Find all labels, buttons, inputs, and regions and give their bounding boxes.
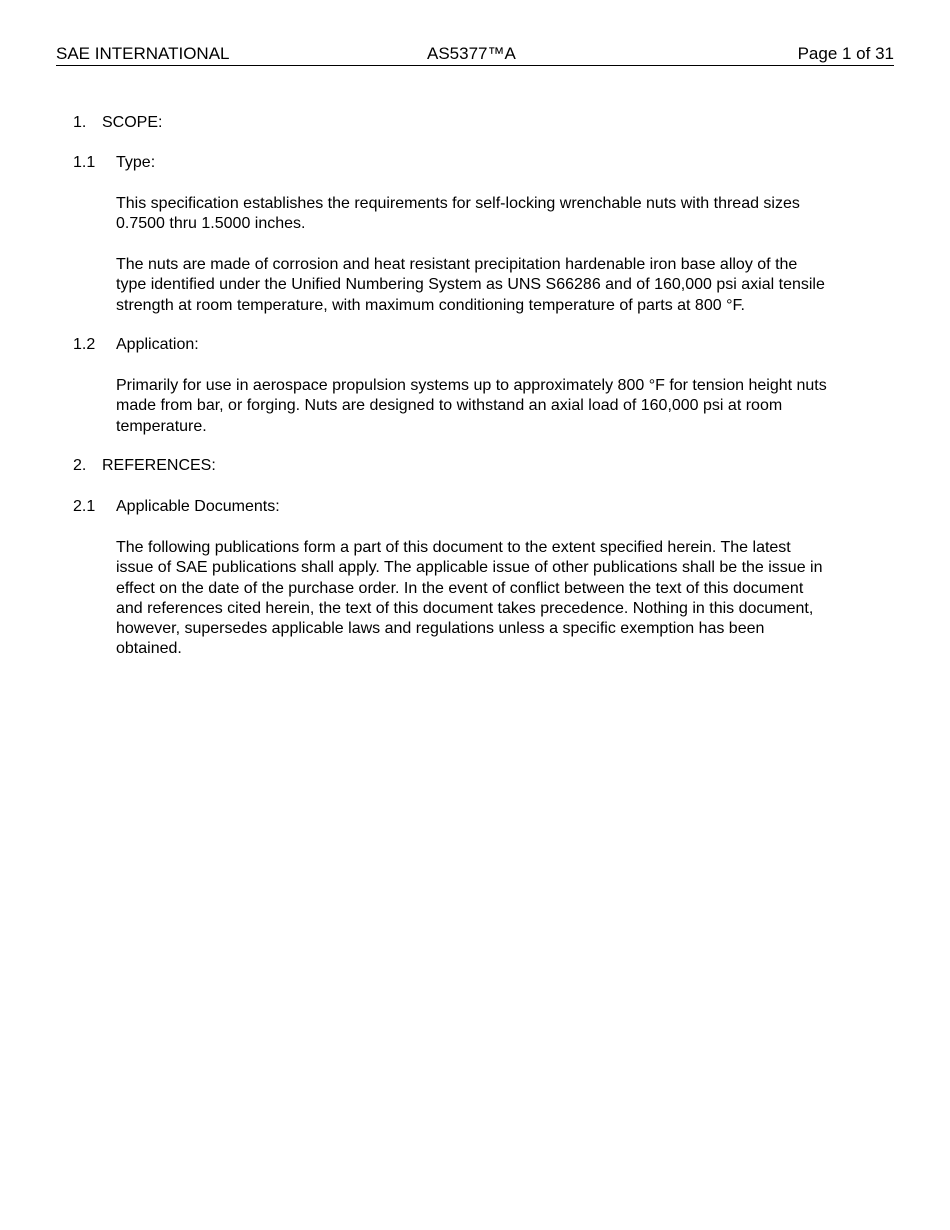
section-2-1-title: Applicable Documents:	[116, 498, 280, 515]
paragraph-line: The nuts are made of corrosion and heat resistant precipitation hardenable iron base alloy of the	[116, 256, 798, 273]
section-1-1-title: Type:	[116, 154, 156, 171]
section-1-1-paragraph-1	[116, 194, 868, 235]
paragraph-line: strength at room temperature, with maximum conditioning temperature of parts at 800 °F.	[116, 296, 745, 314]
paragraph-line: effect on the date of the purchase order. In the event of conflict between the text of this document	[116, 579, 804, 597]
section-1-1-number: 1.1	[73, 154, 96, 171]
paragraph-line: temperature.	[116, 417, 207, 435]
paragraph-line: This specification establishes the requirements for self-locking wrenchable nuts with thread sizes	[116, 195, 800, 212]
paragraph-line: and references cited herein, the text of this document takes precedence. Nothing in this document,	[116, 599, 814, 617]
section-2-1-paragraph-1	[116, 538, 868, 660]
section-1-2-title: Application:	[116, 336, 199, 353]
header-document-number: AS5377™A	[427, 44, 516, 63]
section-2-title: REFERENCES:	[102, 457, 216, 474]
section-1-2-number: 1.2	[73, 336, 96, 353]
section-1-title: SCOPE:	[102, 114, 163, 131]
paragraph-line: however, supersedes applicable laws and regulations unless a specific exemption has been	[116, 620, 765, 638]
header-page-info: Page 1 of 31	[797, 44, 894, 63]
paragraph-line: obtained.	[116, 640, 182, 658]
section-1-2-paragraph-1	[116, 376, 868, 437]
paragraph-line: made from bar, or forging. Nuts are designed to withstand an axial load of 160,000 psi at room	[116, 397, 783, 415]
section-2-number: 2.	[73, 457, 87, 474]
paragraph-line: issue of SAE publications shall apply. The applicable issue of other publications shall be the issue in	[116, 559, 823, 577]
section-1-number: 1.	[73, 114, 87, 131]
section-1-1-paragraph-2	[116, 255, 868, 316]
paragraph-line: 0.7500 thru 1.5000 inches.	[116, 215, 306, 233]
page-header	[56, 44, 894, 66]
header-organization: SAE INTERNATIONAL	[56, 44, 230, 63]
paragraph-line: The following publications form a part of this document to the extent specified herein. The latest	[116, 539, 791, 556]
paragraph-line: Primarily for use in aerospace propulsion systems up to approximately 800 °F for tension height nuts	[116, 377, 827, 394]
paragraph-line: type identified under the Unified Numbering System as UNS S66286 and of 160,000 psi axial tensile	[116, 276, 825, 294]
section-2-1-number: 2.1	[73, 498, 96, 515]
